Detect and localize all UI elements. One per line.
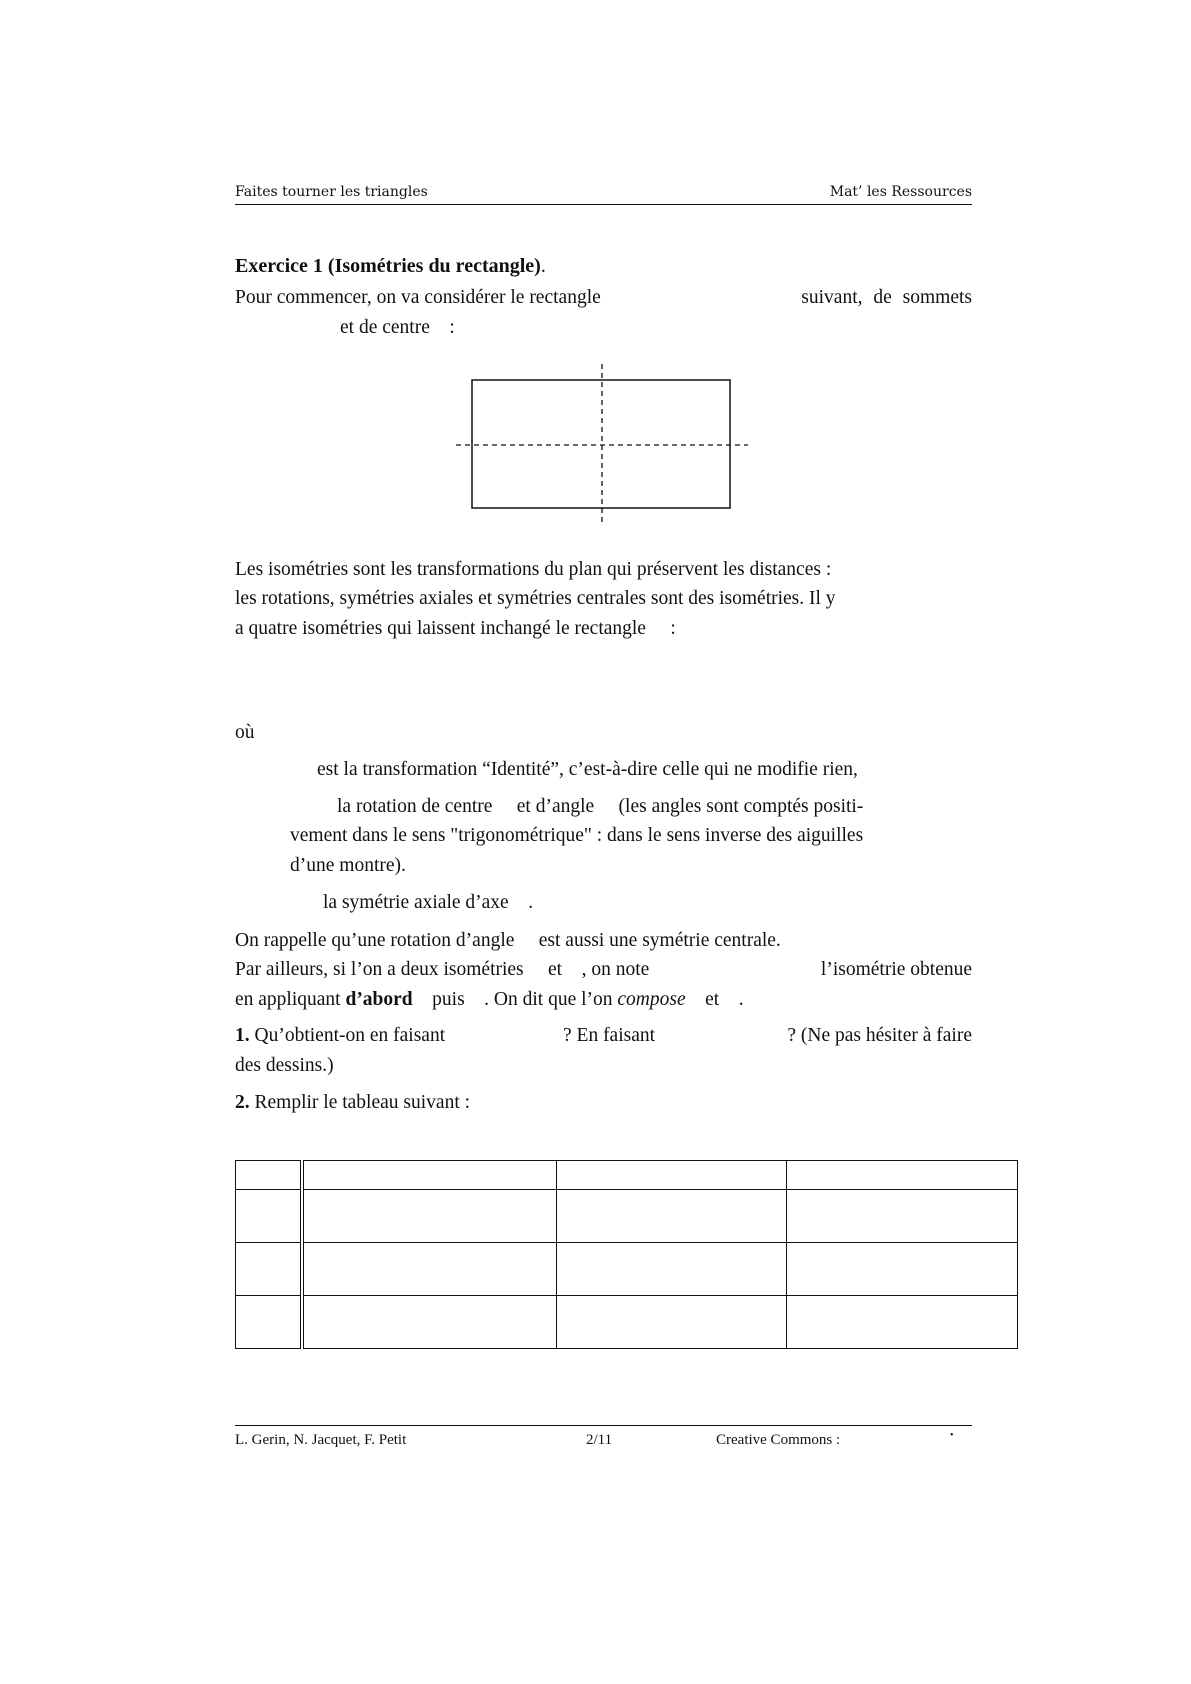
footer-authors: L. Gerin, N. Jacquet, F. Petit	[235, 1432, 407, 1448]
table-row	[236, 1296, 1018, 1349]
definition-symmetry: la symétrie axiale d’axe .	[323, 892, 534, 913]
paragraph2-line2a: Par ailleurs, si l’on a deux isométries et , on note	[235, 959, 650, 980]
license-mark-icon: •	[950, 1430, 954, 1441]
table-cell[interactable]	[236, 1161, 303, 1190]
table-cell[interactable]	[302, 1243, 557, 1296]
table-cell[interactable]	[557, 1161, 787, 1190]
question-1-line2: des dessins.)	[235, 1055, 334, 1076]
footer-page-number: 2/11	[586, 1432, 613, 1448]
footer-license: Creative Commons :	[716, 1432, 841, 1448]
intro-line-1a: Pour commencer, on va considérer le rectangle	[235, 287, 601, 308]
where-label: où	[235, 722, 255, 743]
question-1-text-a: Qu’obtient-on en faisant	[254, 1025, 446, 1046]
table-cell[interactable]	[302, 1190, 557, 1243]
header-left-title: Faites tourner les triangles	[235, 184, 428, 200]
question-1-text-b: ? En faisant	[563, 1025, 656, 1046]
paragraph2-line3b: puis . On dit que l’on	[412, 989, 618, 1010]
header-rule	[235, 204, 972, 205]
intro-line-1b: suivant, de sommets	[801, 287, 972, 308]
header-right-title: Mat’ les Ressources	[829, 184, 972, 200]
table-header-row	[236, 1161, 1018, 1190]
table-cell[interactable]	[787, 1190, 1018, 1243]
paragraph2-line3	[235, 985, 744, 1015]
question-2-number: 2.	[235, 1092, 250, 1113]
table-cell[interactable]	[302, 1296, 557, 1349]
footer-rule	[235, 1425, 972, 1426]
emphasis-compose: compose	[617, 989, 686, 1010]
table-cell[interactable]	[787, 1296, 1018, 1349]
question-1-text-c: ? (Ne pas hésiter à faire	[787, 1025, 972, 1046]
paragraph1-line1: Les isométries sont les transformations du plan qui préservent les distances :	[235, 559, 832, 580]
paragraph1-line2: les rotations, symétries axiales et symétries centrales sont des isométries. Il y	[235, 588, 836, 609]
table-cell[interactable]	[557, 1190, 787, 1243]
paragraph1-line3: a quatre isométries qui laissent inchangé le rectangle :	[235, 618, 676, 639]
emphasis-dabord: d’abord	[345, 989, 413, 1010]
paragraph2-line3c: et .	[685, 989, 744, 1010]
table-cell[interactable]	[236, 1243, 303, 1296]
table-cell[interactable]	[236, 1190, 303, 1243]
definition-identity: est la transformation “Identité”, c’est-à-dire celle qui ne modifie rien,	[317, 759, 858, 780]
rectangle-figure	[456, 362, 748, 524]
table-cell[interactable]	[557, 1243, 787, 1296]
table-row	[236, 1243, 1018, 1296]
exercise-title-text: Exercice 1 (Isométries du rectangle)	[235, 255, 541, 277]
question-2	[235, 1088, 470, 1118]
table-cell[interactable]	[557, 1296, 787, 1349]
paragraph2-line3a: en appliquant	[235, 989, 346, 1010]
question-2-text: Remplir le tableau suivant :	[254, 1092, 471, 1113]
definition-rotation-line2: vement dans le sens "trigonométrique" : dans le sens inverse des aiguilles	[290, 825, 864, 846]
table-cell[interactable]	[236, 1296, 303, 1349]
table-row	[236, 1190, 1018, 1243]
exercise-title	[235, 255, 546, 278]
paragraph2-line1: On rappelle qu’une rotation d’angle est aussi une symétrie centrale.	[235, 930, 781, 951]
paragraph2-line2b: l’isométrie obtenue	[820, 959, 972, 980]
table-cell[interactable]	[787, 1243, 1018, 1296]
exercise-title-punct: .	[540, 255, 546, 277]
intro-line-2: et de centre :	[340, 317, 455, 338]
question-1-number: 1.	[235, 1025, 250, 1046]
question-1-line1a	[235, 1021, 445, 1051]
table-cell[interactable]	[787, 1161, 1018, 1190]
rectangle-shape	[472, 380, 730, 508]
table-cell[interactable]	[302, 1161, 557, 1190]
definition-rotation-line3: d’une montre).	[290, 855, 406, 876]
definition-rotation-line1: la rotation de centre et d’angle (les angles sont comptés positi-	[337, 796, 864, 817]
composition-table	[235, 1160, 1018, 1349]
